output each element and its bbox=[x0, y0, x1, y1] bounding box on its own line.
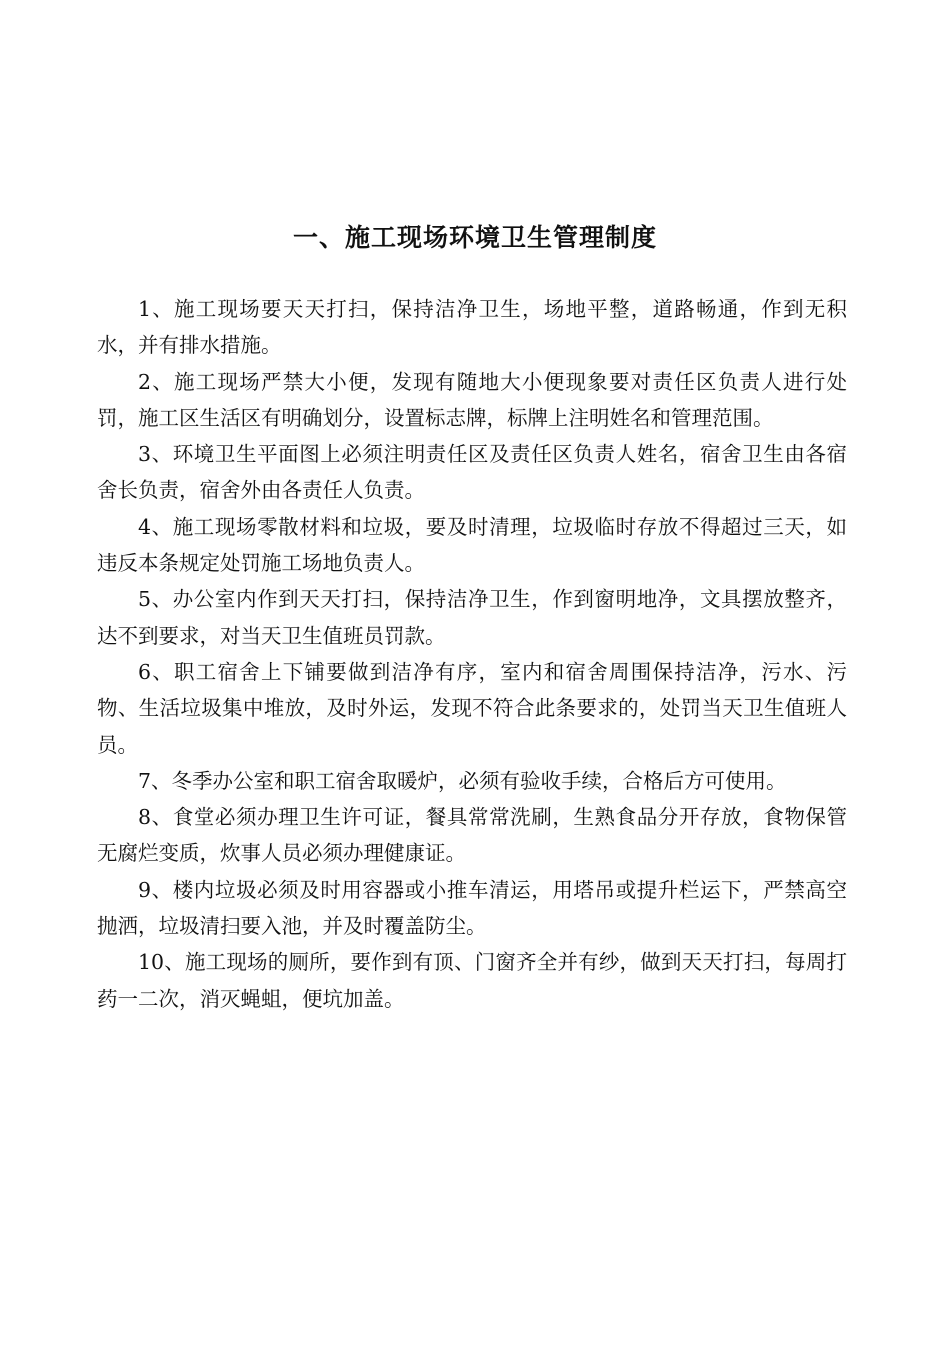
rule-paragraph-7: 7、冬季办公室和职工宿舍取暖炉，必须有验收手续，合格后方可使用。 bbox=[138, 768, 787, 793]
rule-paragraph-2: 2、施工现场严禁大小便，发现有随地大小便现象要对责任区负责人进行处罚，施工区生活区有明确划分，设置标志牌，标牌上注明姓名和管理范围。 bbox=[97, 369, 847, 430]
document-body bbox=[97, 291, 847, 1017]
document-title: 一、施工现场环境卫生管理制度 bbox=[292, 223, 657, 252]
rule-paragraph-10: 10、施工现场的厕所，要作到有顶、门窗齐全并有纱，做到天天打扫，每周打药一二次，消灭蝇蛆，便坑加盖。 bbox=[97, 950, 847, 1011]
rule-paragraph-8: 8、食堂必须办理卫生许可证，餐具常常洗刷，生熟食品分开存放，食物保管无腐烂变质，炊事人员必须办理健康证。 bbox=[97, 805, 847, 866]
rule-paragraph-3: 3、环境卫生平面图上必须注明责任区及责任区负责人姓名，宿舍卫生由各宿舍长负责，宿舍外由各责任人负责。 bbox=[97, 442, 847, 503]
rule-paragraph-6: 6、职工宿舍上下铺要做到洁净有序，室内和宿舍周围保持洁净，污水、污物、生活垃圾集中堆放，及时外运，发现不符合此条要求的，处罚当天卫生值班人员。 bbox=[97, 659, 847, 757]
rule-paragraph-9: 9、楼内垃圾必须及时用容器或小推车清运，用塔吊或提升栏运下，严禁高空抛洒，垃圾清扫要入池，并及时覆盖防尘。 bbox=[97, 877, 847, 939]
rule-paragraph-4: 4、施工现场零散材料和垃圾，要及时清理，垃圾临时存放不得超过三天，如违反本条规定处罚施工场地负责人。 bbox=[97, 514, 847, 576]
rule-paragraph-5: 5、办公室内作到天天打扫，保持洁净卫生，作到窗明地净，文具摆放整齐，达不到要求，对当天卫生值班员罚款。 bbox=[97, 587, 847, 648]
rule-paragraph-1: 1、施工现场要天天打扫，保持洁净卫生，场地平整，道路畅通，作到无积水，并有排水措施。 bbox=[97, 297, 847, 358]
